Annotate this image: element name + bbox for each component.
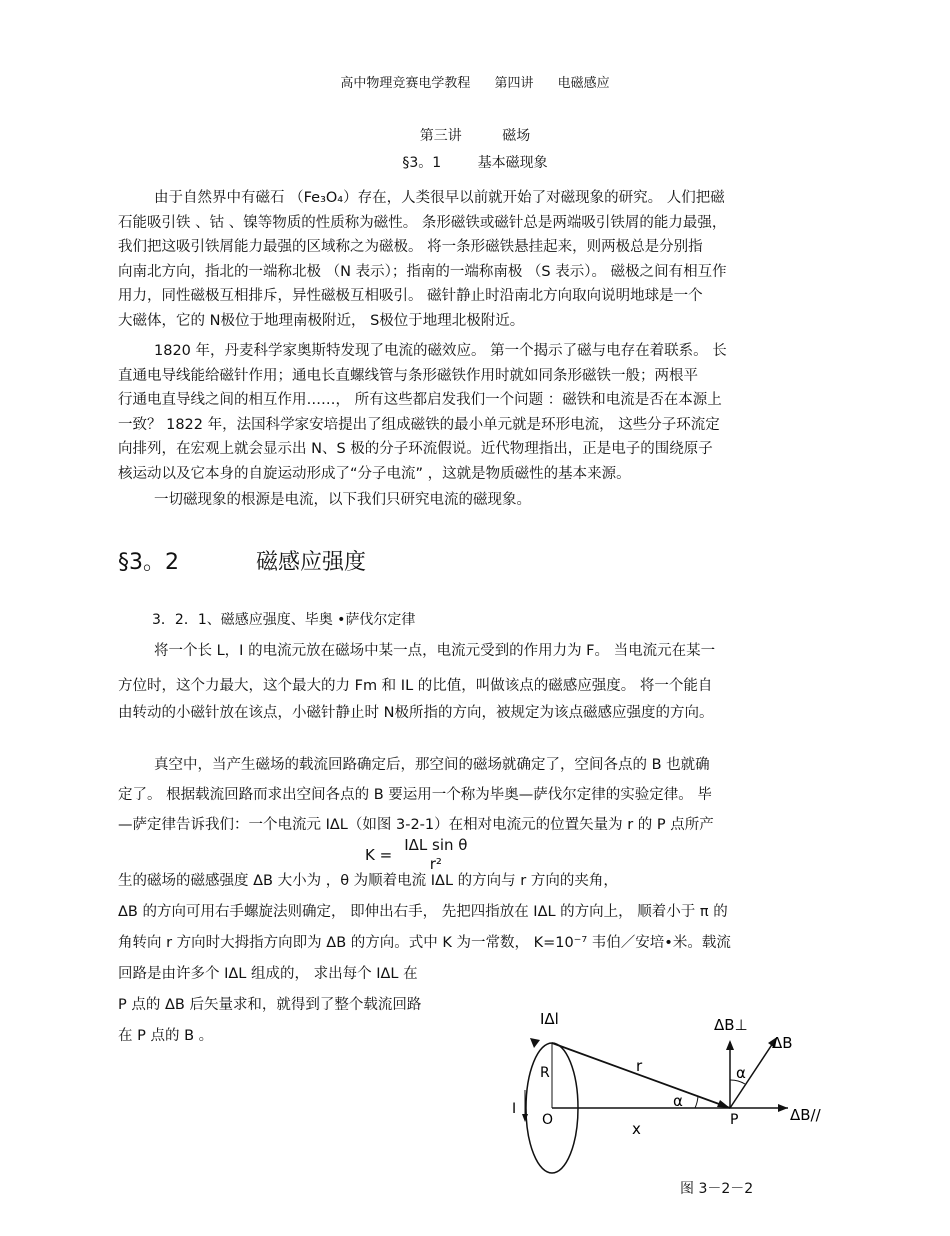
header-topic: 电磁感应 [557, 76, 610, 91]
chapter-num: 第三讲 [419, 128, 462, 144]
text-line: P 点的 ΔB 后矢量求和，就得到了整个载流回路 [118, 997, 422, 1013]
section-name: 基本磁现象 [477, 155, 548, 171]
text-line: 将一个长 L，I 的电流元放在磁场中某一点，电流元受到的作用力为 F。 当电流元在某一 [154, 643, 716, 659]
chapter-name: 磁场 [502, 128, 531, 144]
r-arrowhead [717, 1100, 730, 1108]
label-dB: ΔB [772, 1034, 793, 1052]
label-dB-parallel: ΔB// [790, 1106, 821, 1124]
text-line: 由于自然界中有磁石 （Fe₃O₄）存在，人类很早以前就开始了对磁现象的研究。 人们把磁 [154, 190, 725, 206]
subsection-title: 3．2．1、磁感应强度、毕奥 •萨伐尔定律 [152, 612, 416, 628]
text-line: 在 P 点的 B 。 [118, 1028, 214, 1044]
text-line: 一切磁现象的根源是电流，以下我们只研究电流的磁现象。 [154, 492, 531, 508]
dB-perp-arrowhead [726, 1040, 734, 1050]
label-alpha-1: α [673, 1092, 683, 1110]
text-line: 真空中，当产生磁场的载流回路确定后，那空间的磁场就确定了，空间各点的 B 也就确 [154, 757, 710, 773]
header-lecture: 第四讲 [494, 76, 534, 91]
section-num: §3。2 [118, 550, 179, 575]
section-num: §3。1 [402, 155, 442, 171]
text-line: 回路是由许多个 IΔL 组成的， 求出每个 IΔL 在 [118, 966, 418, 982]
formula-lhs: K = [365, 845, 393, 864]
label-R: R [540, 1065, 550, 1081]
text-line: 生的磁场的磁感强度 ΔB 大小为 ，θ 为顺着电流 IΔL 的方向与 r 方向的夹角， [118, 873, 618, 889]
formula-numerator: IΔL sin θ [400, 836, 471, 855]
axis-arrowhead [778, 1104, 788, 1112]
text-line: 方位时，这个力最大，这个最大的力 Fm 和 IL 的比值，叫做该点的磁感应强度。 将一个能自 [118, 678, 713, 694]
label-P: P [730, 1112, 739, 1128]
formula-denominator: r² [429, 855, 442, 873]
header-book: 高中物理竞赛电学教程 [340, 76, 471, 91]
text-line: 我们把这吸引铁屑能力最强的区域称之为磁极。 将一条形磁铁悬挂起来，则两极总是分别指 [118, 239, 703, 255]
text-line: 一致？ 1822 年，法国科学家安培提出了组成磁铁的最小单元就是环形电流， 这些分子环流定 [118, 416, 720, 433]
section-name: 磁感应强度 [256, 550, 367, 575]
text-line: ΔB 的方向可用右手螺旋法则确定， 即伸出右手， 先把四指放在 IΔL 的方向上， 顺着小于 π 的 [118, 904, 728, 920]
text-line: 角转向 r 方向时大拇指方向即为 ΔB 的方向。式中 K 为一常数， K=10⁻⁷ 韦伯／安培•米。载流 [118, 935, 731, 951]
text-line: 直通电导线能给磁针作用；通电长直螺线管与条形磁铁作用时就如同条形磁铁一般；两根平 [118, 367, 698, 384]
text-line: 定了。 根据载流回路而求出空间各点的 B 要运用一个称为毕奥—萨伐尔定律的实验定律。 毕 [118, 787, 712, 803]
text-line: —萨定律告诉我们：一个电流元 IΔL（如图 3-2-1）在相对电流元的位置矢量为 r 的 P 点所产 [118, 817, 714, 833]
label-r: r [636, 1057, 643, 1075]
angle-arc-alpha1 [695, 1096, 698, 1108]
text-line: 向南北方向，指北的一端称北极 （N 表示）；指南的一端称南极 （S 表示）。 磁极之间有相互作 [118, 263, 727, 280]
text-line: 核运动以及它本身的自旋运动形成了“分子电流” ，这就是物质磁性的基本来源。 [118, 465, 631, 482]
current-element-arrowhead [530, 1038, 540, 1048]
text-line: 石能吸引铁 、钴 、镍等物质的性质称为磁性。 条形磁铁或磁针总是两端吸引铁屑的能力最强， [118, 214, 727, 231]
label-O: O [542, 1112, 554, 1128]
label-dB-perp: ΔB⊥ [714, 1016, 748, 1034]
figure-caption: 图 3－2－2 [680, 1181, 754, 1197]
text-line: 由转动的小磁针放在该点，小磁针静止时 N极所指的方向，被规定为该点磁感应强度的方向。 [118, 705, 714, 721]
label-alpha-2: α [736, 1064, 746, 1082]
label-IdI: IΔl [540, 1010, 559, 1028]
position-vector-r [552, 1043, 730, 1108]
text-line: 1820 年，丹麦科学家奥斯特发现了电流的磁效应。 第一个揭示了磁与电存在着联系。 长 [154, 343, 727, 359]
text-line: 用力，同性磁极互相排斥，异性磁极互相吸引。 磁针静止时沿南北方向取向说明地球是一个 [118, 288, 703, 304]
text-line: 向排列，在宏观上就会显示出 N、S 极的分子环流假说。近代物理指出，正是电子的围绕原子 [118, 441, 713, 457]
label-x: x [632, 1120, 641, 1138]
text-line: 行通电直导线之间的相互作用……， 所有这些都启发我们一个问题 ：磁铁和电流是否在本源上 [118, 392, 722, 408]
label-I: I [512, 1101, 517, 1117]
text-line: 大磁体，它的 N极位于地理南极附近， S极位于地理北极附近。 [118, 312, 525, 329]
